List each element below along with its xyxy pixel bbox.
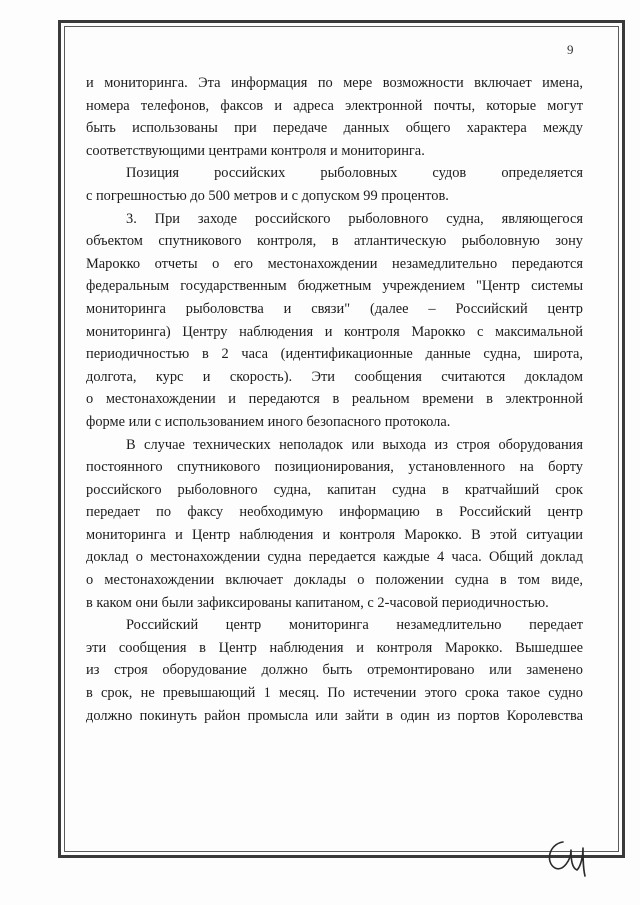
text-line: Российский центр мониторинга незамедлительно передает (126, 617, 583, 634)
text-line: Марокко отчеты о его местонахождении незамедлительно передаются (86, 255, 583, 272)
text-line: мониторинга рыболовства и связи" (далее – Российский центр (86, 300, 583, 317)
text-line: должно покинуть район промысла или зайти в один из портов Королевства (86, 707, 583, 724)
text-line: федеральным государственным бюджетным учреждением "Центр системы (86, 278, 583, 295)
text-line: из строя оборудование должно быть отремонтировано или заменено (86, 662, 583, 679)
text-line: с погрешностью до 500 метров и с допуском 99 процентов. (86, 187, 449, 204)
text-line: в каком они были зафиксированы капитаном, с 2-часовой периодичностью. (86, 594, 549, 611)
text-line: российского рыболовного судна, капитан судна в кратчайший срок (86, 481, 583, 498)
text-line: В случае технических неполадок или выхода из строя оборудования (126, 436, 583, 453)
handwritten-initials (541, 832, 597, 880)
text-line: в срок, не превышающий 1 месяц. По истечении этого срока такое судно (86, 685, 583, 702)
text-line: передает по факсу необходимую информацию в Российский центр (86, 504, 583, 521)
body-text (86, 72, 583, 727)
text-line: эти сообщения в Центр наблюдения и контроля Марокко. Вышедшее (86, 639, 583, 656)
text-line: о местонахождении включает доклады о положении судна в том виде, (86, 572, 583, 589)
text-line: Позиция российских рыболовных судов определяется (126, 165, 583, 182)
text-line: форме или с использованием иного безопасного протокола. (86, 413, 451, 430)
text-line: и мониторинга. Эта информация по мере возможности включает имена, (86, 75, 583, 91)
text-line: быть использованы при передаче данных общего характера между (86, 120, 583, 137)
text-line: мониторинга и Центр наблюдения и контроля Марокко. В этой ситуации (86, 526, 583, 543)
text-line: 3. При заходе российского рыболовного судна, являющегося (126, 210, 583, 227)
text-line: объектом спутникового контроля, в атлантическую рыболовную зону (86, 233, 583, 250)
text-line: постоянного спутникового позиционирования, установленного на борту (86, 459, 583, 476)
page-number: 9 (567, 42, 574, 57)
text-line: периодичностью в 2 часа (идентификационные данные судна, широта, (86, 346, 583, 363)
text-line: номера телефонов, факсов и адреса электронной почты, которые могут (86, 97, 583, 114)
text-line: мониторинга) Центру наблюдения и контроля Марокко с максимальной (86, 323, 583, 340)
text-line: доклад о местонахождении судна передается каждые 4 часа. Общий доклад (86, 549, 583, 566)
text-line: соответствующими центрами контроля и мониторинга. (86, 142, 425, 159)
text-line: о местонахождении и передаются в реальном времени в электронной (86, 391, 583, 408)
text-line: долгота, курс и скорость). Эти сообщения считаются докладом (86, 368, 583, 385)
